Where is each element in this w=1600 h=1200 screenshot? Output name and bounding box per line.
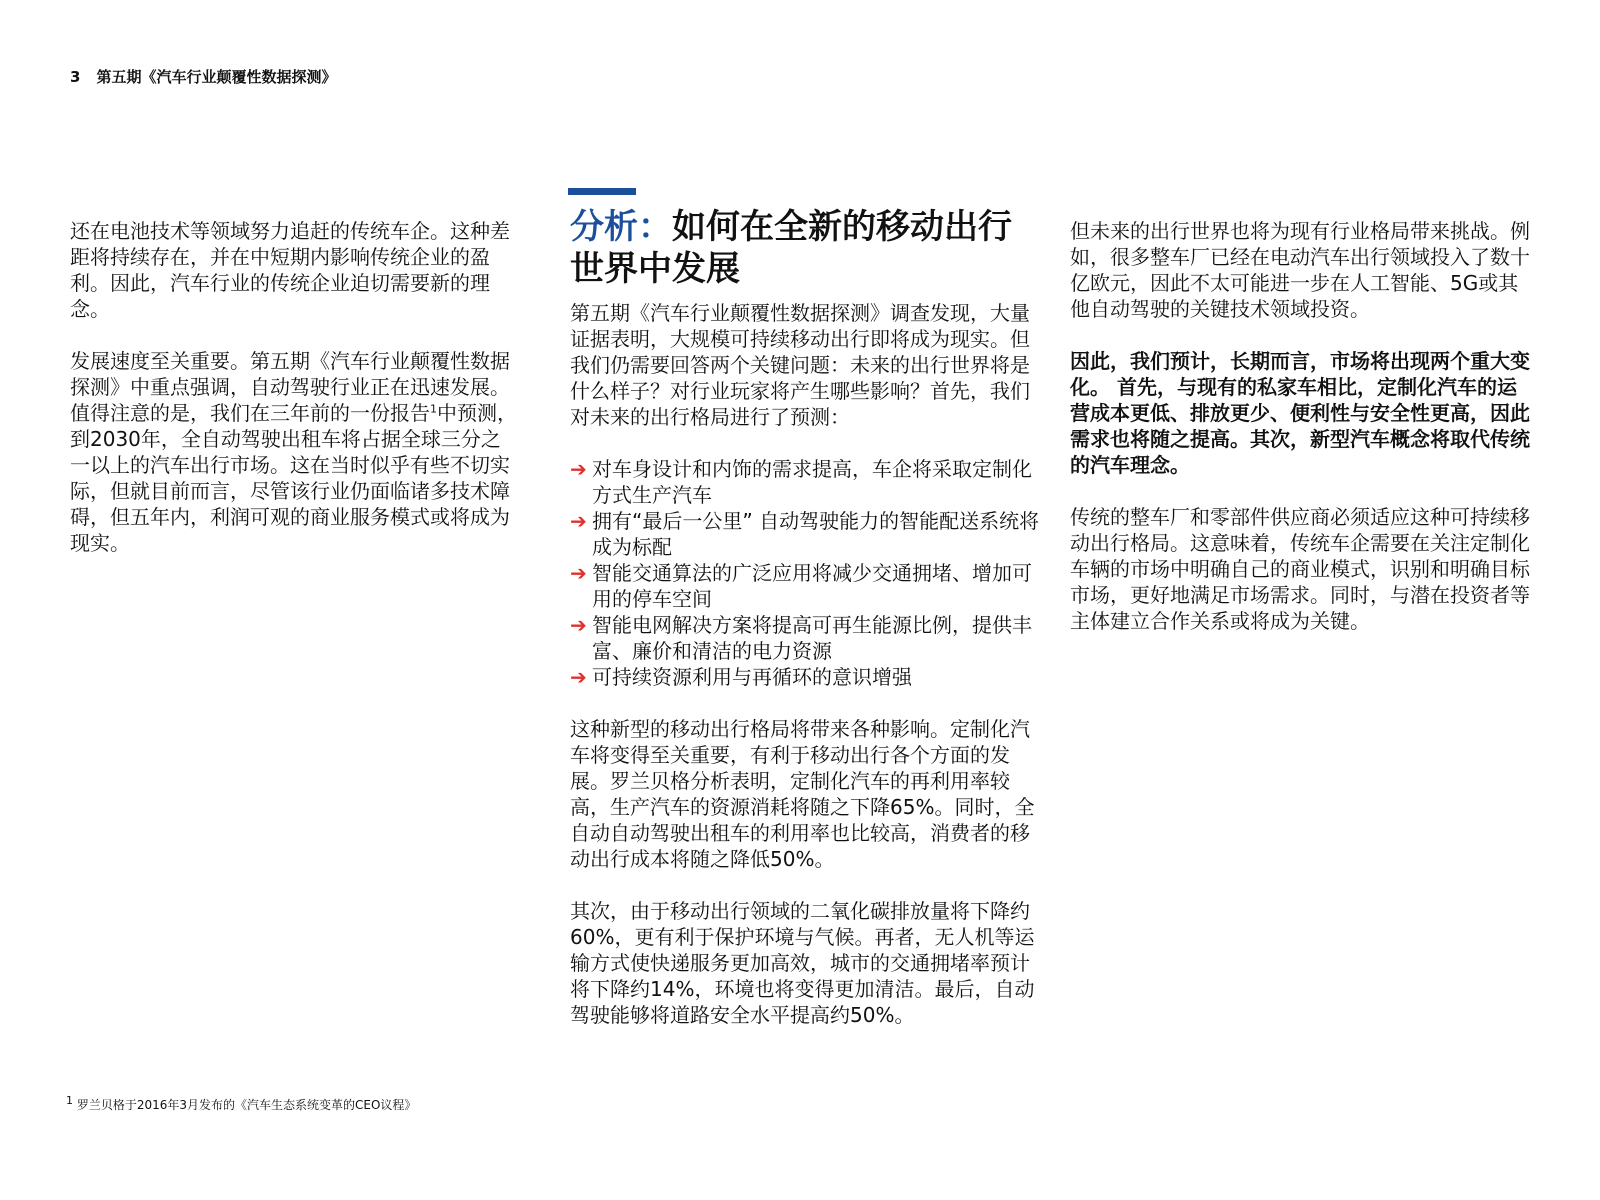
list-item-text: 可持续资源利用与再循环的意识增强 xyxy=(592,665,912,689)
footnote-reference: 1 xyxy=(430,402,437,416)
section-accent-bar xyxy=(568,188,636,195)
arrow-right-icon: ➔ xyxy=(570,457,587,481)
left-paragraph-2-text-a: 发展速度至关重要。第五期《汽车行业颠覆性数据探测》中重点强调，自动驾驶行业正在迅速发展。值得注意的是，我们在三年前的一份报告 xyxy=(70,349,510,425)
list-item xyxy=(570,612,1040,664)
section-heading-accent: 分析： xyxy=(570,207,672,247)
middle-column xyxy=(570,300,1040,1054)
arrow-right-icon: ➔ xyxy=(570,613,587,637)
arrow-right-icon: ➔ xyxy=(570,665,587,689)
running-header xyxy=(70,66,336,87)
list-item-text: 拥有“最后一公里” 自动驾驶能力的智能配送系统将成为标配 xyxy=(592,509,1040,559)
footnote xyxy=(66,1094,417,1113)
forecast-bullet-list xyxy=(570,456,1040,690)
section-heading-rest: 如何在全新的移动出行世界中发展 xyxy=(570,207,1012,289)
middle-paragraph-3: 其次，由于移动出行领域的二氧化碳排放量将下降约60%，更有利于保护环境与气候。再者，无人机等运输方式使快递服务更加高效，城市的交通拥堵率预计将下降约14%，环境也将变得更加清洁。最后，自动驾驶能够将道路安全水平提高约50%。 xyxy=(570,899,1035,1027)
list-item-text: 智能交通算法的广泛应用将减少交通拥堵、增加可用的停车空间 xyxy=(592,561,1032,611)
arrow-right-icon: ➔ xyxy=(570,509,587,533)
right-paragraph-3: 传统的整车厂和零部件供应商必须适应这种可持续移动出行格局。这意味着，传统车企需要在关注定制化车辆的市场中明确自己的商业模式，识别和明确目标市场，更好地满足市场需求。同时，与潜在投资者等主体建立合作关系或将成为关键。 xyxy=(1070,505,1530,633)
right-paragraph-1: 但未来的出行世界也将为现有行业格局带来挑战。例如，很多整车厂已经在电动汽车出行领域投入了数十亿欧元，因此不太可能进一步在人工智能、5G或其他自动驾驶的关键技术领域投资。 xyxy=(1070,219,1530,321)
left-paragraph-2 xyxy=(70,348,518,556)
footnote-marker: 1 xyxy=(66,1094,73,1107)
middle-intro-paragraph: 第五期《汽车行业颠覆性数据探测》调查发现，大量证据表明，大规模可持续移动出行即将成为现实。但我们仍需要回答两个关键问题：未来的出行世界将是什么样子？对行业玩家将产生哪些影响？首先，我们对未来的出行格局进行了预测： xyxy=(570,301,1030,429)
left-paragraph-1: 还在电池技术等领域努力追赶的传统车企。这种差距将持续存在，并在中短期内影响传统企业的盈利。因此，汽车行业的传统企业迫切需要新的理念。 xyxy=(70,219,510,321)
list-item-text: 对车身设计和内饰的需求提高，车企将采取定制化方式生产汽车 xyxy=(592,457,1032,507)
list-item xyxy=(570,456,1040,508)
right-paragraph-2-bold: 因此，我们预计，长期而言，市场将出现两个重大变化。 首先，与现有的私家车相比，定制化汽车的运营成本更低、排放更少、便利性与安全性更高，因此需求也将随之提高。其次，新型汽车概念将取代传统的汽车理念。 xyxy=(1070,349,1530,477)
section-heading xyxy=(570,206,1040,290)
right-column xyxy=(1070,218,1530,660)
arrow-right-icon: ➔ xyxy=(570,561,587,585)
page-number: 3 xyxy=(70,68,81,86)
footnote-text: 罗兰贝格于2016年3月发布的《汽车生态系统变革的CEO议程》 xyxy=(76,1098,417,1112)
left-paragraph-2-text-b: 中预测，到2030年，全自动驾驶出租车将占据全球三分之一以上的汽车出行市场。这在当时似乎有些不切实际，但就目前而言，尽管该行业仍面临诸多技术障碍，但五年内，利润可观的商业服务模式或将成为现实。 xyxy=(70,401,517,555)
left-column xyxy=(70,218,518,582)
list-item xyxy=(570,560,1040,612)
publication-title: 第五期《汽车行业颠覆性数据探测》 xyxy=(96,68,337,86)
middle-paragraph-2: 这种新型的移动出行格局将带来各种影响。定制化汽车将变得至关重要，有利于移动出行各个方面的发展。罗兰贝格分析表明，定制化汽车的再利用率较高，生产汽车的资源消耗将随之下降65%。同时，全自动自动驾驶出租车的利用率也比较高，消费者的移动出行成本将随之降低50%。 xyxy=(570,717,1035,871)
list-item-text: 智能电网解决方案将提高可再生能源比例，提供丰富、廉价和清洁的电力资源 xyxy=(592,613,1032,663)
list-item xyxy=(570,664,1040,690)
list-item xyxy=(570,508,1040,560)
